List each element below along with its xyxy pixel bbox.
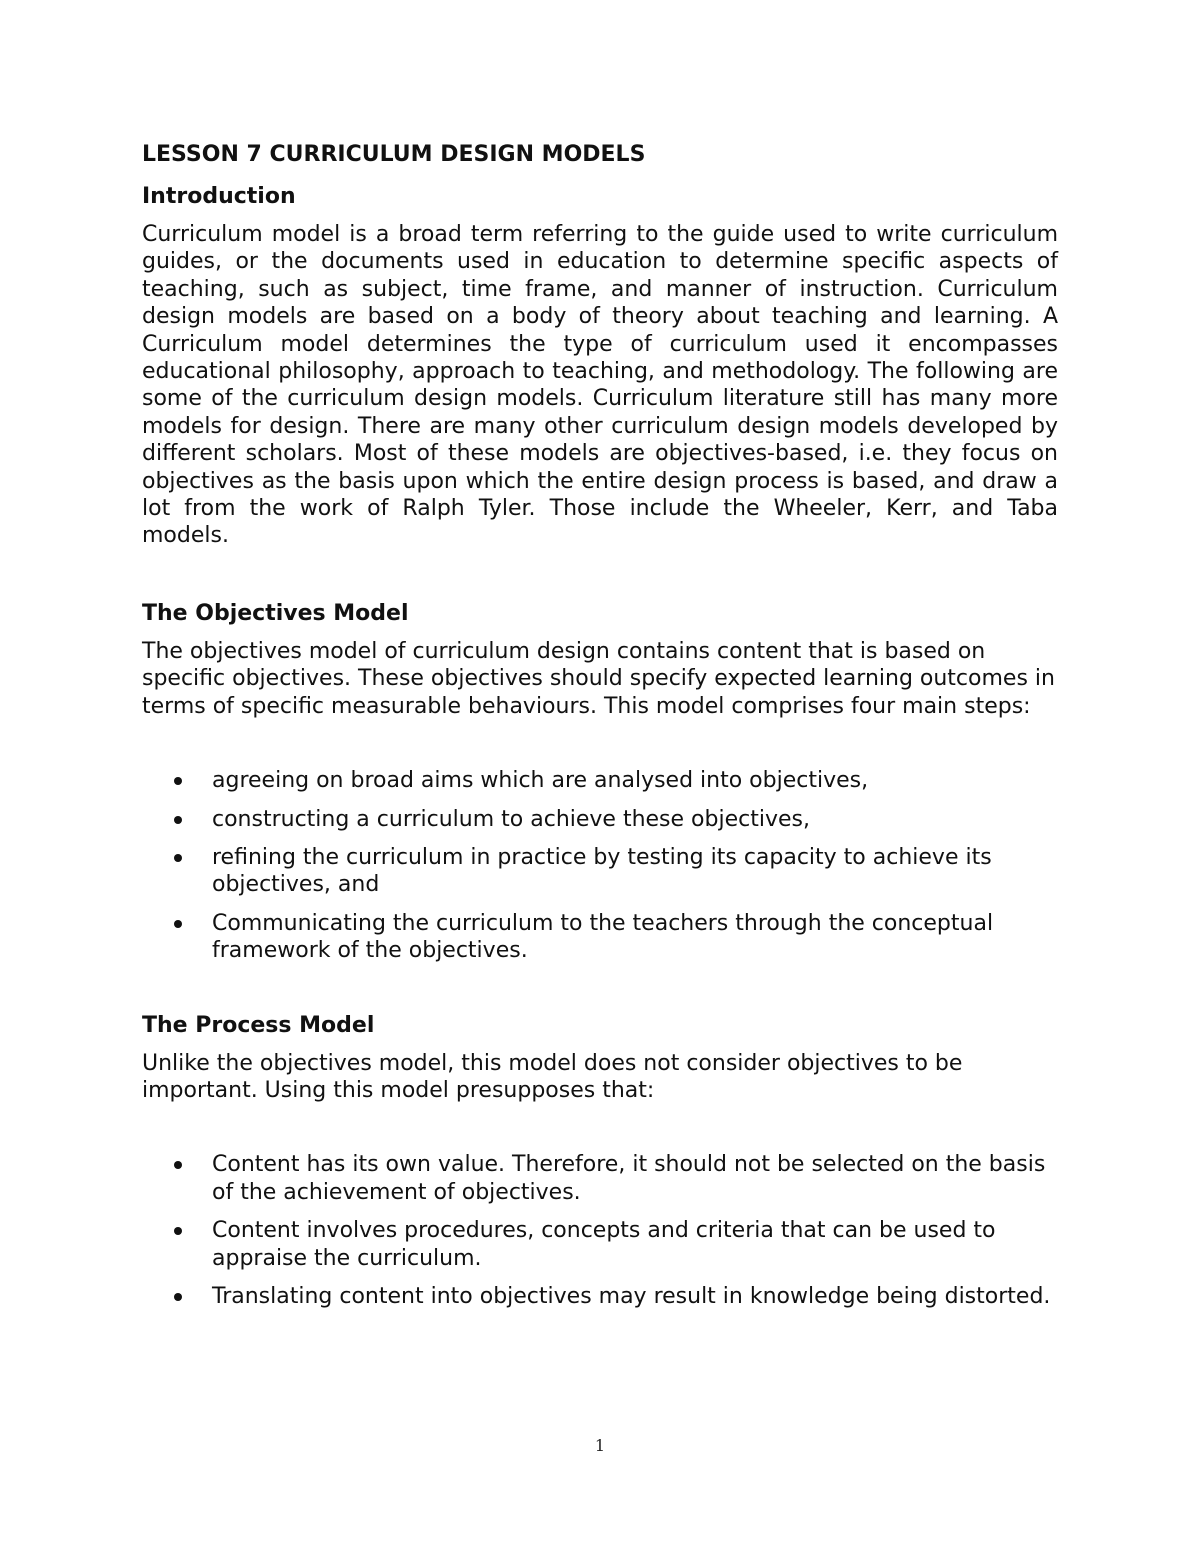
list-item-text: constructing a curriculum to achieve these objectives, xyxy=(212,806,810,832)
bullet-icon xyxy=(174,920,182,928)
list-item xyxy=(142,1283,1058,1310)
bullet-icon xyxy=(174,777,182,785)
list-item-text: Communicating the curriculum to the teachers through the conceptual framework of the objectives. xyxy=(212,910,994,964)
list-item xyxy=(142,806,1058,833)
list-item-text: Content involves procedures, concepts and criteria that can be used to appraise the curriculum. xyxy=(212,1218,996,1271)
process-model-paragraph: Unlike the objectives model, this model does not consider objectives to be important. Using this model presupposes that: xyxy=(142,1050,963,1103)
list-item-text: Translating content into objectives may result in knowledge being distorted. xyxy=(212,1283,1051,1309)
bullet-icon xyxy=(174,1227,182,1235)
bullet-icon xyxy=(174,1293,182,1301)
bullet-icon xyxy=(174,854,182,862)
introduction-paragraph: Curriculum model is a broad term referring to the guide used to write curriculum guides, or the documents used in education to determine specific aspects of teaching, such as subject, time frame, and manner of instruction. Curriculum design models are based on a body of theory about teaching and learning. A Curriculum model determines the type of curriculum used it encompasses educational philosophy, approach to teaching, and methodology. The following are some of the curriculum design models. Curriculum literature still has many more models for design. There are many other curriculum design models developed by different scholars. Most of these models are objectives-based, i.e. they focus on objectives as the basis upon which the entire design process is based, and draw a lot from the work of Ralph Tyler. Those include the Wheeler, Kerr, and Taba models. xyxy=(142,222,1058,549)
list-item xyxy=(142,910,1058,965)
objectives-model-heading: The Objectives Model xyxy=(142,600,409,626)
bullet-icon xyxy=(174,1161,182,1169)
list-item xyxy=(142,844,1058,899)
list-item-text: Content has its own value. Therefore, it should not be selected on the basis of the achievement of objectives. xyxy=(212,1152,1046,1205)
lesson-title: LESSON 7 CURRICULUM DESIGN MODELS xyxy=(142,142,646,167)
list-item xyxy=(142,1217,1058,1272)
objectives-model-paragraph: The objectives model of curriculum design contains content that is based on specific objectives. These objectives should specify expected learning outcomes in terms of specific measurable behaviours. This model comprises four main steps: xyxy=(142,638,1055,719)
bullet-icon xyxy=(174,816,182,824)
introduction-heading: Introduction xyxy=(142,184,296,209)
process-presuppositions-list xyxy=(142,1151,1058,1310)
process-model-heading: The Process Model xyxy=(142,1012,375,1038)
objectives-steps-list xyxy=(142,767,1058,964)
list-item xyxy=(142,1151,1058,1206)
list-item xyxy=(142,767,1058,794)
page-number: 1 xyxy=(594,1436,606,1455)
list-item-text: refining the curriculum in practice by testing its capacity to achieve its objectives, and xyxy=(212,844,992,898)
document-body xyxy=(142,141,1058,1321)
list-item-text: agreeing on broad aims which are analysed into objectives, xyxy=(212,768,869,794)
